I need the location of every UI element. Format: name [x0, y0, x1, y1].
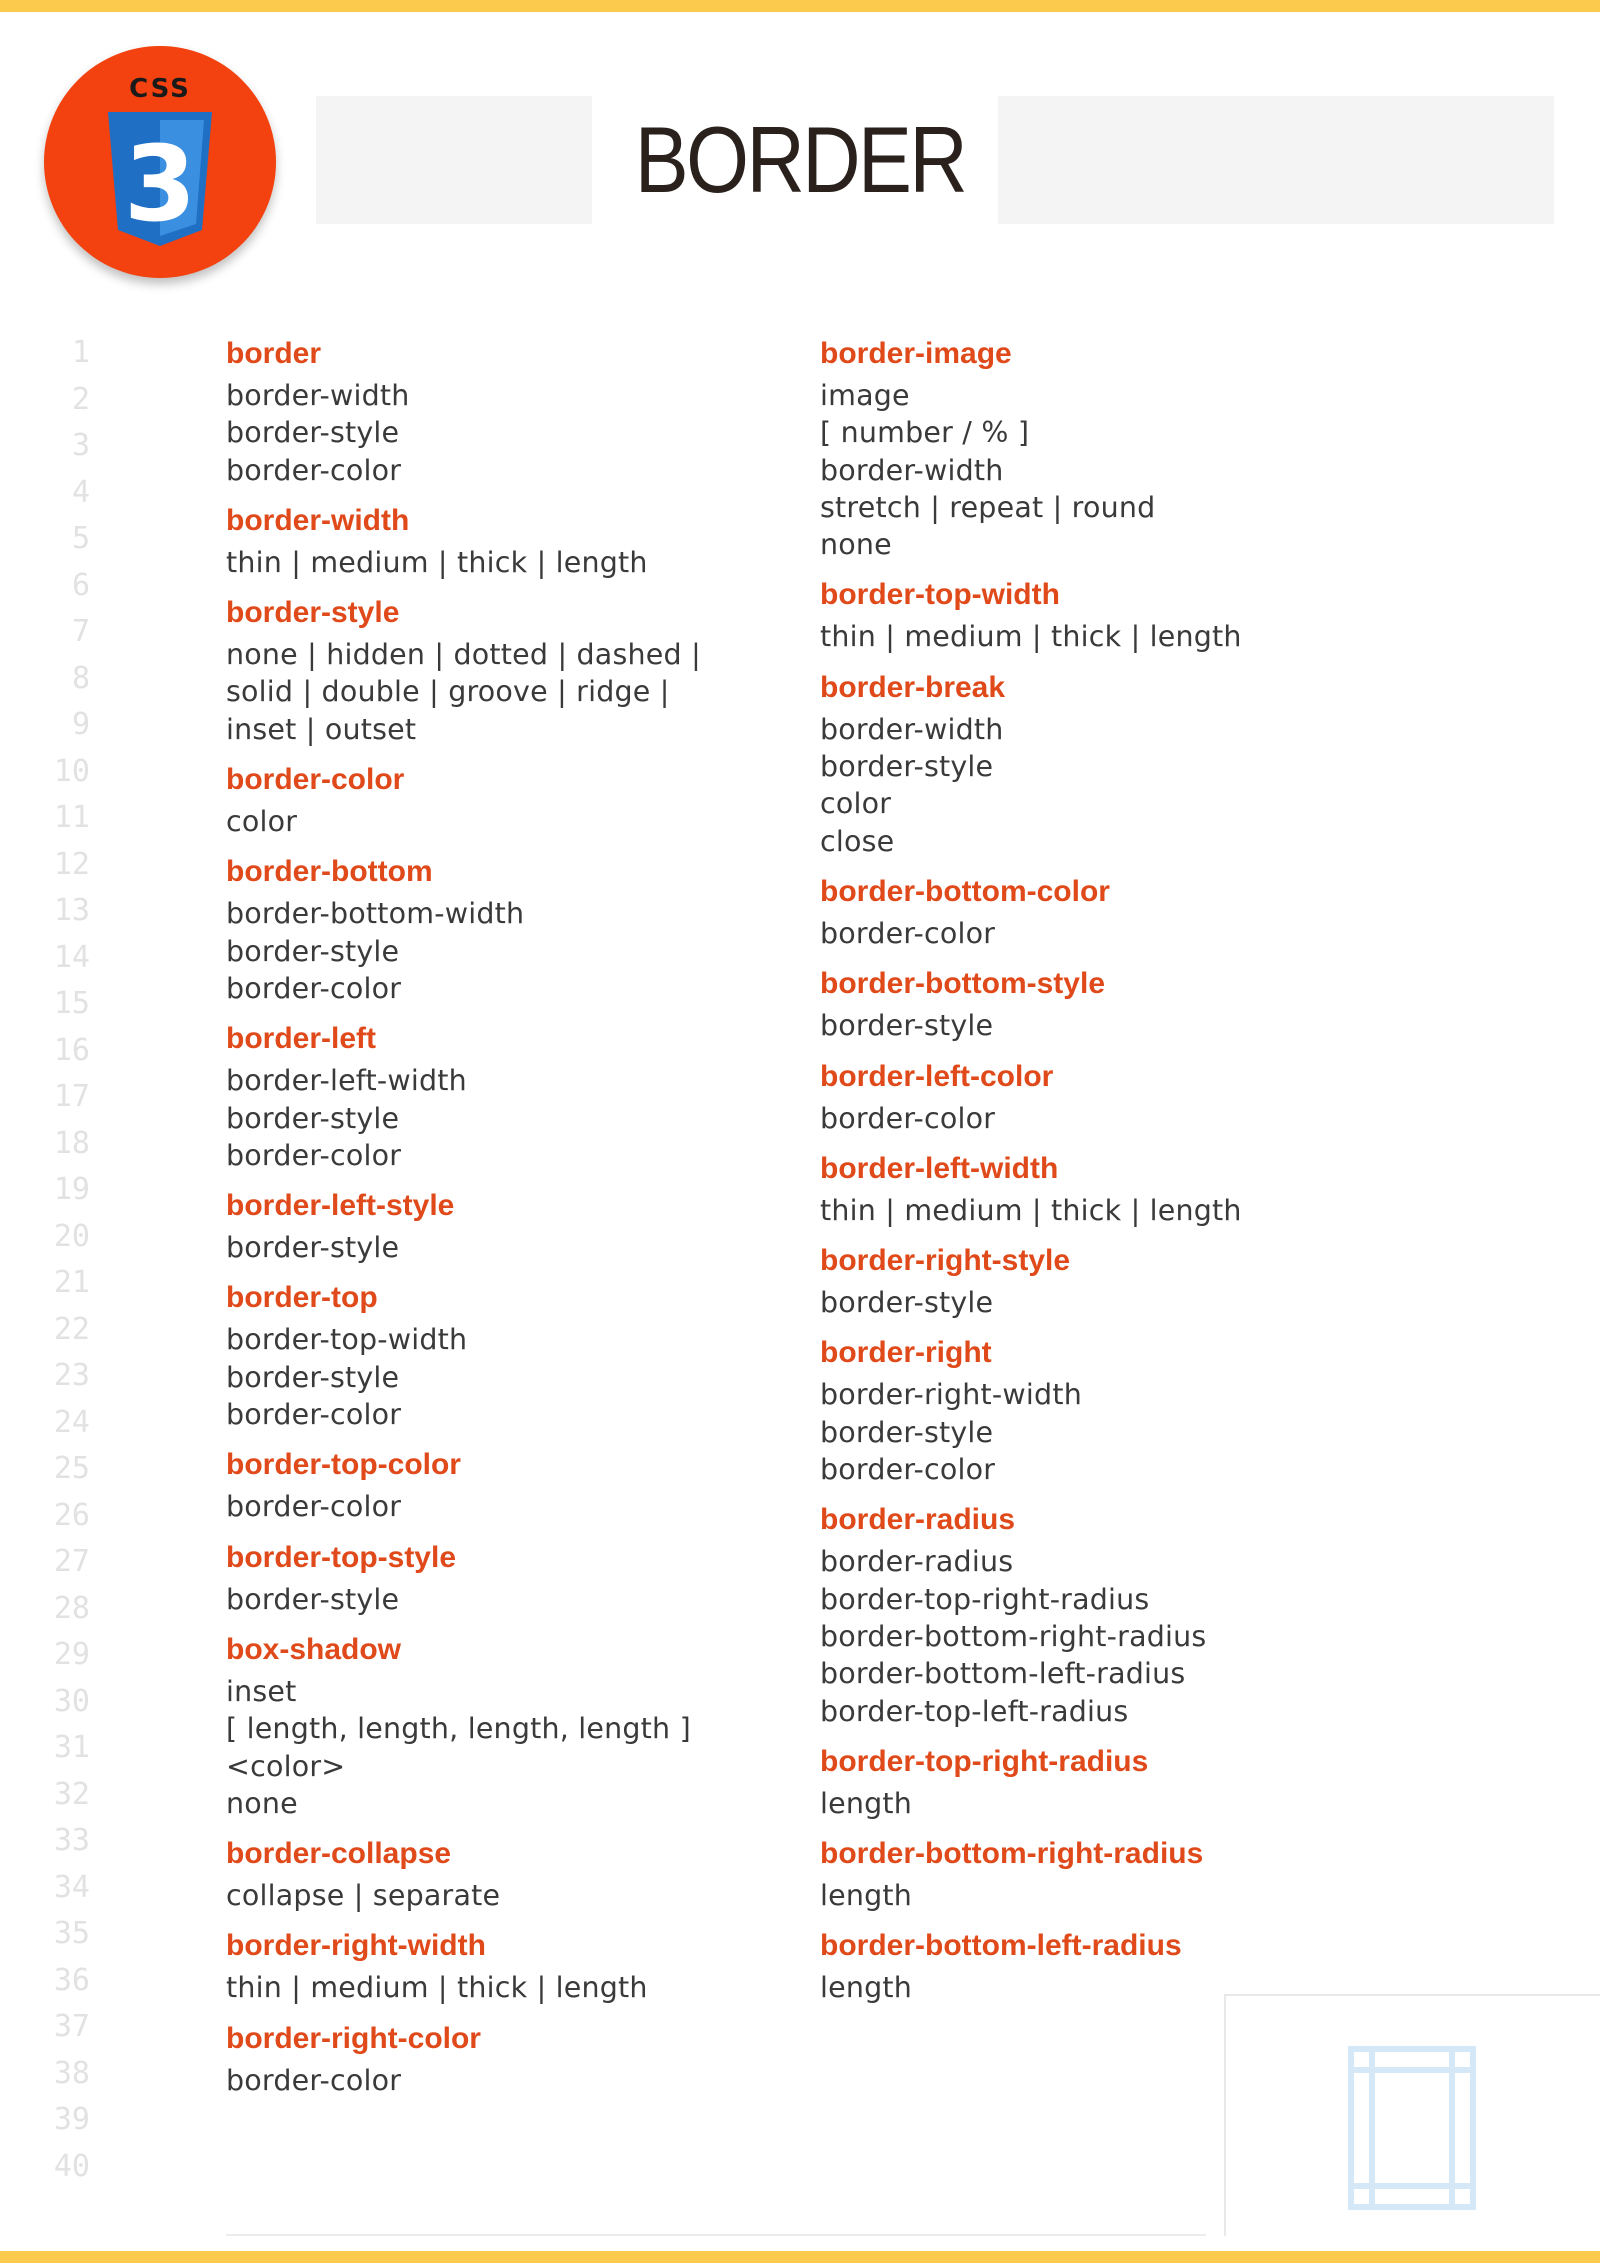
line-number: 19 [53, 1172, 90, 1207]
property-value: border-color [226, 1490, 402, 1524]
property-block [226, 760, 786, 840]
property-value: [ length, length, length, length ] [226, 1712, 691, 1746]
property-block [820, 872, 1290, 952]
property-block [820, 1241, 1290, 1321]
property-value: border-style [226, 1101, 400, 1135]
property-block [820, 1149, 1290, 1229]
property-value: length [820, 1786, 913, 1820]
property-value: none | hidden | dotted | dashed | [226, 638, 701, 672]
property-value: border-style [226, 934, 400, 968]
property-value: length [820, 1879, 913, 1913]
line-number: 5 [71, 521, 90, 556]
property-block [226, 1186, 786, 1266]
css3-logo [44, 46, 276, 278]
line-number: 33 [53, 1823, 90, 1858]
property-block [226, 1538, 786, 1618]
property-name: border-color [226, 763, 405, 797]
property-value: border-width [226, 379, 410, 412]
property-block [226, 1445, 786, 1525]
property-name: border-right-color [226, 2021, 481, 2055]
property-value: border-right-width [820, 1378, 1082, 1412]
property-block [820, 575, 1290, 655]
property-block [226, 1019, 786, 1174]
line-number: 7 [71, 614, 90, 649]
property-name: border-top-width [820, 578, 1060, 612]
line-number: 34 [53, 1869, 90, 1905]
property-block [820, 1500, 1290, 1729]
property-name: border-right-style [820, 1244, 1071, 1278]
line-number: 38 [53, 2055, 90, 2091]
property-value: thin | medium | thick | length [226, 545, 648, 579]
bottom-divider [226, 2234, 1206, 2236]
property-name: border-bottom-right-radius [820, 1837, 1204, 1871]
line-number: 37 [53, 2009, 90, 2044]
title-decor-right [998, 96, 1554, 224]
bottom-accent-bar [0, 2251, 1600, 2263]
line-number: 18 [53, 1125, 90, 1161]
property-value: border-color [226, 971, 402, 1005]
line-number: 1 [71, 335, 90, 370]
property-name: border-collapse [226, 1837, 452, 1871]
property-value: inset [226, 1674, 297, 1708]
property-value: border-bottom-width [226, 897, 525, 931]
property-value: border-style [226, 1360, 400, 1394]
property-value: color [820, 787, 892, 821]
line-number: 14 [53, 939, 90, 975]
property-value: none [820, 528, 892, 562]
left-property-column [226, 334, 786, 2111]
page-title: BORDER [634, 107, 966, 212]
property-value: border-color [226, 1138, 402, 1172]
property-value: border-style [820, 1009, 994, 1043]
property-value: border-top-right-radius [820, 1582, 1150, 1616]
property-value: border-left-width [226, 1064, 467, 1098]
property-value: border-style [226, 416, 400, 450]
property-value: thin | medium | thick | length [820, 620, 1242, 654]
line-number: 26 [53, 1497, 90, 1533]
line-number: 29 [53, 1637, 90, 1672]
line-number: 13 [53, 893, 90, 928]
line-number: 24 [53, 1404, 90, 1440]
property-block [820, 334, 1290, 563]
property-name: border-right [820, 1336, 992, 1370]
line-number: 6 [71, 567, 90, 603]
line-number: 16 [53, 1032, 90, 1068]
line-number: 3 [71, 428, 90, 463]
line-number: 15 [53, 986, 90, 1021]
line-number: 25 [53, 1451, 90, 1486]
property-name: border-left-style [226, 1189, 455, 1223]
property-value: border-style [226, 1582, 400, 1616]
line-number: 22 [53, 1311, 90, 1347]
property-value: close [820, 824, 895, 858]
line-number: 2 [71, 381, 90, 417]
property-block [226, 1834, 786, 1914]
property-value: border-radius [820, 1545, 1014, 1579]
property-name: border-top [226, 1281, 378, 1315]
property-block [226, 593, 786, 748]
property-block [820, 1834, 1290, 1914]
property-block [226, 334, 786, 489]
property-value: border-style [820, 750, 994, 784]
property-name: border-top-style [226, 1540, 457, 1574]
line-number: 32 [53, 1776, 90, 1812]
property-name: border-bottom-color [820, 874, 1110, 908]
property-value: border-style [820, 1415, 994, 1449]
property-value: border-color [226, 2063, 402, 2097]
line-number: 28 [53, 1590, 90, 1626]
property-block [820, 1057, 1290, 1137]
top-accent-bar [0, 0, 1600, 12]
property-name: border-style [226, 596, 400, 630]
property-value: border-color [820, 916, 996, 950]
line-number: 40 [53, 2148, 90, 2184]
property-value: border-color [820, 1453, 996, 1487]
property-name: border [226, 337, 322, 370]
page-layout-icon [1348, 2046, 1476, 2210]
property-name: border-width [226, 503, 410, 537]
property-value: border-color [226, 1398, 402, 1432]
line-number: 23 [53, 1358, 90, 1393]
property-block [820, 668, 1290, 860]
property-value: [ number / % ] [820, 416, 1030, 450]
line-number: 17 [53, 1079, 90, 1114]
property-value: border-style [820, 1286, 994, 1320]
line-number: 8 [71, 660, 90, 696]
property-name: border-image [820, 337, 1012, 370]
property-value: border-top-left-radius [820, 1694, 1129, 1728]
line-number: 11 [53, 800, 90, 835]
property-block [226, 1278, 786, 1433]
logo-label: CSS [129, 74, 191, 104]
property-block [820, 1926, 1290, 2006]
property-name: border-left-color [820, 1059, 1054, 1093]
property-name: border-bottom [226, 855, 433, 889]
line-number: 27 [53, 1544, 90, 1579]
line-number: 20 [53, 1218, 90, 1254]
property-value: image [820, 379, 910, 412]
property-value: solid | double | groove | ridge | [226, 675, 670, 709]
property-name: border-radius [820, 1503, 1016, 1537]
property-name: border-break [820, 670, 1006, 704]
line-number: 30 [53, 1683, 90, 1719]
line-number: 35 [53, 1916, 90, 1951]
property-name: border-bottom-style [820, 967, 1105, 1001]
property-block [226, 1630, 786, 1822]
property-block [226, 852, 786, 1007]
line-number: 4 [71, 474, 90, 510]
property-name: border-top-right-radius [820, 1744, 1149, 1778]
property-value: border-width [820, 712, 1004, 746]
line-number: 31 [53, 1730, 90, 1765]
property-value: <color> [226, 1749, 346, 1783]
property-value: border-width [820, 453, 1004, 487]
line-number: 39 [53, 2102, 90, 2137]
property-name: border-right-width [226, 1929, 486, 1963]
property-value: border-style [226, 1231, 400, 1265]
property-value: thin | medium | thick | length [226, 1971, 648, 2005]
css3-shield-icon [102, 112, 218, 248]
property-block [226, 2019, 786, 2099]
property-value: none [226, 1786, 298, 1820]
property-name: box-shadow [226, 1632, 402, 1666]
property-block [226, 1926, 786, 2006]
logo-numeral: 3 [123, 123, 197, 245]
property-value: collapse | separate [226, 1879, 501, 1913]
property-value: border-top-width [226, 1323, 468, 1357]
property-value: border-color [226, 453, 402, 487]
property-value: stretch | repeat | round [820, 490, 1156, 524]
property-block [820, 964, 1290, 1044]
line-number: 21 [53, 1265, 90, 1300]
property-value: thin | medium | thick | length [820, 1193, 1242, 1227]
line-number: 9 [71, 707, 90, 742]
property-name: border-left-width [820, 1151, 1059, 1185]
line-number: 36 [53, 1962, 90, 1998]
line-number: 12 [53, 846, 90, 882]
property-block [820, 1333, 1290, 1488]
right-property-column [820, 334, 1290, 2019]
property-block [820, 1742, 1290, 1822]
property-block [226, 501, 786, 581]
property-value: inset | outset [226, 712, 417, 746]
title-decor-left [316, 96, 592, 224]
property-value: length [820, 1971, 913, 2005]
property-name: border-bottom-left-radius [820, 1929, 1182, 1963]
line-number-gutter [30, 330, 90, 2190]
property-name: border-left [226, 1022, 376, 1056]
property-value: border-color [820, 1101, 996, 1135]
property-value: border-bottom-left-radius [820, 1657, 1186, 1691]
property-value: color [226, 805, 298, 839]
property-value: border-bottom-right-radius [820, 1619, 1207, 1653]
property-name: border-top-color [226, 1448, 461, 1482]
line-number: 10 [53, 753, 90, 789]
